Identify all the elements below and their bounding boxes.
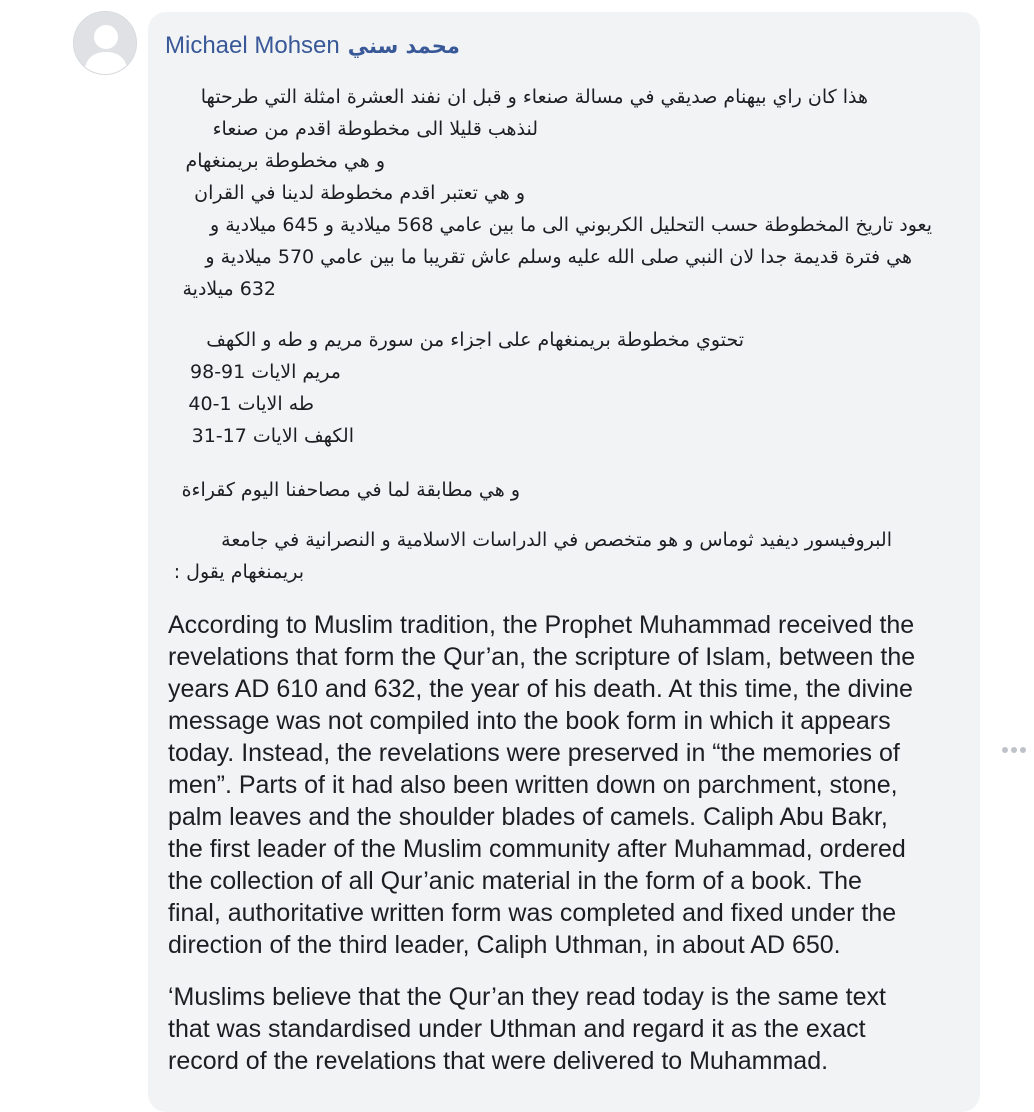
arabic-paragraph-2 <box>168 324 928 452</box>
arabic-line: 632 ميلادية <box>182 278 276 300</box>
arabic-line: لنذهب قليلا الى مخطوطة اقدم من صنعاء <box>212 118 538 140</box>
arabic-paragraph-3 <box>168 474 928 506</box>
english-line: final, authoritative written form was completed and fixed under the <box>168 899 897 927</box>
arabic-line: طه الايات 1-40 <box>188 393 314 415</box>
english-line: that was standardised under Uthman and regard it as the exact <box>168 1015 866 1043</box>
english-line: According to Muslim tradition, the Prophet Muhammad received the <box>168 611 915 639</box>
english-line: palm leaves and the shoulder blades of camels. Caliph Abu Bakr, <box>168 803 888 831</box>
comment-author[interactable] <box>165 31 460 61</box>
dot <box>1011 747 1017 753</box>
english-line: years AD 610 and 632, the year of his death. At this time, the divine <box>168 675 913 703</box>
arabic-line: البروفيسور ديفيد ثوماس و هو متخصص في الدراسات الاسلامية و النصرانية في جامعة <box>221 529 892 551</box>
english-line: the collection of all Qur’anic material in the form of a book. The <box>168 867 862 895</box>
english-line: ‘Muslims believe that the Qur’an they read today is the same text <box>168 983 886 1011</box>
english-line: the first leader of the Muslim community after Muhammad, ordered <box>168 835 906 863</box>
avatar[interactable] <box>73 11 137 75</box>
arabic-line: و هي مطابقة لما في مصاحفنا اليوم كقراءة <box>181 479 520 501</box>
arabic-paragraph-4 <box>168 524 928 588</box>
arabic-line: و هي مخطوطة بريمنغهام <box>185 150 385 172</box>
dot <box>1020 747 1026 753</box>
arabic-line: هي فترة قديمة جدا لان النبي صلى الله عليه وسلم عاش تقريبا ما بين عامي 570 ميلادية و <box>205 246 912 268</box>
arabic-line: تحتوي مخطوطة بريمنغهام على اجزاء من سورة مريم و طه و الكهف <box>206 329 744 351</box>
english-line: message was not compiled into the book form in which it appears <box>168 707 891 735</box>
arabic-line: هذا كان راي بيهنام صديقي في مسالة صنعاء و قبل ان نفند العشرة امثلة التي طرحتها <box>200 86 868 108</box>
more-options-icon[interactable] <box>999 740 1029 760</box>
default-profile-icon <box>74 12 137 75</box>
english-paragraph-2 <box>168 981 968 1077</box>
arabic-line: بريمنغهام يقول : <box>173 561 304 583</box>
arabic-line: مريم الايات 91-98 <box>190 361 341 383</box>
author-name-en[interactable]: Michael Mohsen <box>165 32 340 59</box>
english-line: record of the revelations that were delivered to Muhammad. <box>168 1047 829 1075</box>
english-paragraph-1 <box>168 609 968 961</box>
arabic-line: و هي تعتبر اقدم مخطوطة لدينا في القران <box>194 182 525 204</box>
english-line: today. Instead, the revelations were preserved in “the memories of <box>168 739 900 767</box>
english-line: men”. Parts of it had also been written down on parchment, stone, <box>168 771 898 799</box>
english-line: direction of the third leader, Caliph Uthman, in about AD 650. <box>168 931 841 959</box>
arabic-paragraph-1 <box>168 81 932 305</box>
arabic-line: الكهف الايات 17-31 <box>191 425 354 447</box>
arabic-line: يعود تاريخ المخطوطة حسب التحليل الكربوني الى ما بين عامي 568 ميلادية و 645 ميلادية و <box>209 214 932 236</box>
english-line: revelations that form the Qur’an, the scripture of Islam, between the <box>168 643 916 671</box>
dot <box>1002 747 1008 753</box>
author-name-ar[interactable]: محمد سني <box>347 34 460 58</box>
